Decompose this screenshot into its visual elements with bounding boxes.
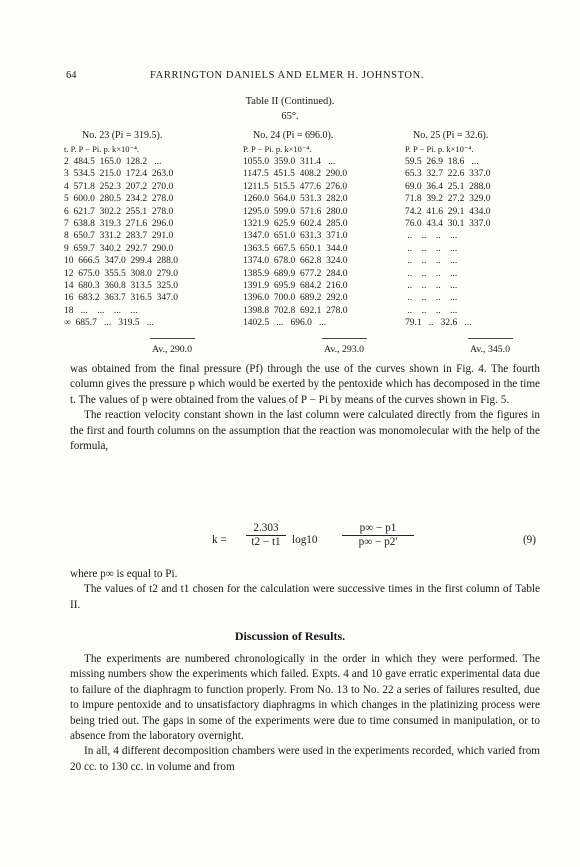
table-row: 74.2 41.6 29.1 434.0 xyxy=(405,206,491,217)
table-row: 4 571.8 252.3 207.2 270.0 xyxy=(64,181,174,192)
table-row: .. .. .. ... xyxy=(405,280,458,291)
average-value: Av., 345.0 xyxy=(470,344,511,355)
block-heading: No. 25 (Pi = 32.6). xyxy=(413,130,489,141)
table-row: 1260.0 564.0 531.3 282.0 xyxy=(243,194,348,205)
formula-log: log10 xyxy=(292,534,318,546)
table-row: 1374.0 678.0 662.8 324.0 xyxy=(243,256,348,267)
paragraph: The values of t2 and t1 chosen for the calculation were successive times in the first column of Table II. xyxy=(70,583,540,611)
body-paragraphs-upper xyxy=(70,362,540,454)
block-heading: No. 23 (Pi = 319.5). xyxy=(82,130,163,141)
column-headers: t. P. P − Pi. p. k×10⁻⁴. xyxy=(64,144,140,154)
running-head: FARRINGTON DANIELS AND ELMER H. JOHNSTON. xyxy=(150,70,424,81)
body-paragraphs-lower xyxy=(70,652,540,775)
table-row: .. .. .. ... xyxy=(405,256,458,267)
column-headers: P. P − Pi. p. k×10⁻⁴. xyxy=(405,144,474,154)
body-paragraphs-middle xyxy=(70,567,540,613)
table-row: .. .. .. ... xyxy=(405,305,458,316)
section-heading: Discussion of Results. xyxy=(234,629,346,643)
paragraph: The reaction velocity constant shown in the last column were calculated directly from the figures in the first and fourth columns on the assumption that the reaction was monomolecular with the help of the formula, xyxy=(70,409,540,453)
formula-lhs: k = xyxy=(212,534,227,546)
average-rule xyxy=(468,338,513,339)
paragraph: The experiments are numbered chronologically in the order in which they were performed. The missing numbers show the experiments which failed. Expts. 4 and 10 gave erratic experimental data due to failure of the diaphragm to function properly. From No. 13 to No. 22 a series of failures resulted, due to impure pentoxide and to unsatisfactory diaphragms in which changes in the platinizing process were being tried out. The gaps in some of the experiments were due to time consumed in manipulation, or to absence from the laboratory overnight. xyxy=(70,653,540,743)
table-row: 71.8 39.2 27.2 329.0 xyxy=(405,194,491,205)
table-row: 18 ... ... ... ... xyxy=(64,305,138,316)
block-rows xyxy=(405,156,491,329)
equation-number: (9) xyxy=(522,534,536,546)
paragraph: where p∞ is equal to Pi. xyxy=(70,568,178,580)
average-rule xyxy=(150,338,195,339)
table-row: 1055.0 359.0 311.4 ... xyxy=(243,157,336,167)
formula-arg-denominator: p∞ − p2' xyxy=(358,536,398,548)
formula-coef-numerator: 2.303 xyxy=(246,522,286,536)
table-row: 1396.0 700.0 689.2 292.0 xyxy=(243,293,348,304)
table-row: 10 666.5 347.0 299.4 288.0 xyxy=(64,256,178,267)
table-row: 1295.0 599.0 571.6 280.0 xyxy=(243,206,348,217)
table-row: ∞ 685.7 ... 319.5 ... xyxy=(64,318,154,329)
table-row: 1147.5 451.5 408.2 290.0 xyxy=(243,169,348,180)
table-row: 16 683.2 363.7 316.5 347.0 xyxy=(64,293,178,304)
page-number: 64 xyxy=(66,70,77,81)
table-row: 69.0 36.4 25.1 288.0 xyxy=(405,181,491,192)
table-row: .. .. .. ... xyxy=(405,231,458,242)
average-value: Av., 293.0 xyxy=(324,344,365,355)
paragraph: was obtained from the final pressure (Pf) through the use of the curves shown in Fig. 4. The fourth column gives the pressure p which would be exerted by the pentoxide which has decomposed in the time t. The values of p were obtained from the values of P − Pi by means of the curves shown in Fig. 5. xyxy=(70,363,540,406)
table-row: 1211.5 515.5 477.6 276.0 xyxy=(243,181,348,192)
formula-coefficient-fraction xyxy=(246,522,286,548)
table-row: 1347.0 651.0 631.3 371.0 xyxy=(243,231,348,242)
table-temperature: 65°. xyxy=(281,111,299,122)
average-rule xyxy=(322,338,367,339)
formula-coef-denominator: t2 − t1 xyxy=(251,536,281,548)
table-row: 3 534.5 215.0 172.4 263.0 xyxy=(64,169,174,180)
table-row: 1321.9 625.9 602.4 285.0 xyxy=(243,218,348,229)
table-row: .. .. .. ... xyxy=(405,243,458,254)
table-row: 79.1 .. 32.6 ... xyxy=(405,318,472,329)
block-rows xyxy=(243,156,348,329)
table-row: 1398.8 702.8 692.1 278.0 xyxy=(243,305,348,316)
table-row: 7 638.8 319.3 271.6 296.0 xyxy=(64,218,174,229)
equation-9 xyxy=(70,519,540,567)
block-heading: No. 24 (Pi = 696.0). xyxy=(253,130,334,141)
average-value: Av., 290.0 xyxy=(152,344,193,355)
table-row: 76.0 43.4 30.1 337.0 xyxy=(405,218,491,229)
table-row: 65.3 32.7 22.6 337.0 xyxy=(405,169,491,180)
table-row: 14 680.3 360.8 313.5 325.0 xyxy=(64,280,178,291)
formula-arg-numerator: p∞ − p1 xyxy=(342,522,414,536)
table-row: 12 675.0 355.5 308.0 279.0 xyxy=(64,268,178,279)
table-row: 2 484.5 165.0 128.2 ... xyxy=(64,157,162,167)
formula-log-argument xyxy=(342,522,414,548)
table-row: 1385.9 689.9 677.2 284.0 xyxy=(243,268,348,279)
table-row: 59.5 26.9 18.6 ... xyxy=(405,157,479,167)
table-row: 1363.5 667.5 650.1 344.0 xyxy=(243,243,348,254)
page-header xyxy=(66,70,536,84)
table-row: 9 659.7 340.2 292.7 290.0 xyxy=(64,243,174,254)
paragraph: In all, 4 different decomposition chambers were used in the experiments recorded, which varied from 20 cc. to 130 cc. in volume and from xyxy=(70,745,540,773)
table-row: 1402.5 ... 696.0 ... xyxy=(243,318,327,329)
table-row: 1391.9 695.9 684.2 216.0 xyxy=(243,280,348,291)
table-row: 6 621.7 302.2 255.1 278.0 xyxy=(64,206,174,217)
table-row: .. .. .. ... xyxy=(405,268,458,279)
table-row: 5 600.0 280.5 234.2 278.0 xyxy=(64,194,174,205)
table-row: .. .. .. ... xyxy=(405,293,458,304)
table-row: 8 650.7 331.2 283.7 291.0 xyxy=(64,231,174,242)
table-title: Table II (Continued). xyxy=(245,96,335,107)
column-headers: P. P − Pi. p. k×10⁻⁴. xyxy=(243,144,312,154)
block-rows xyxy=(64,156,178,329)
